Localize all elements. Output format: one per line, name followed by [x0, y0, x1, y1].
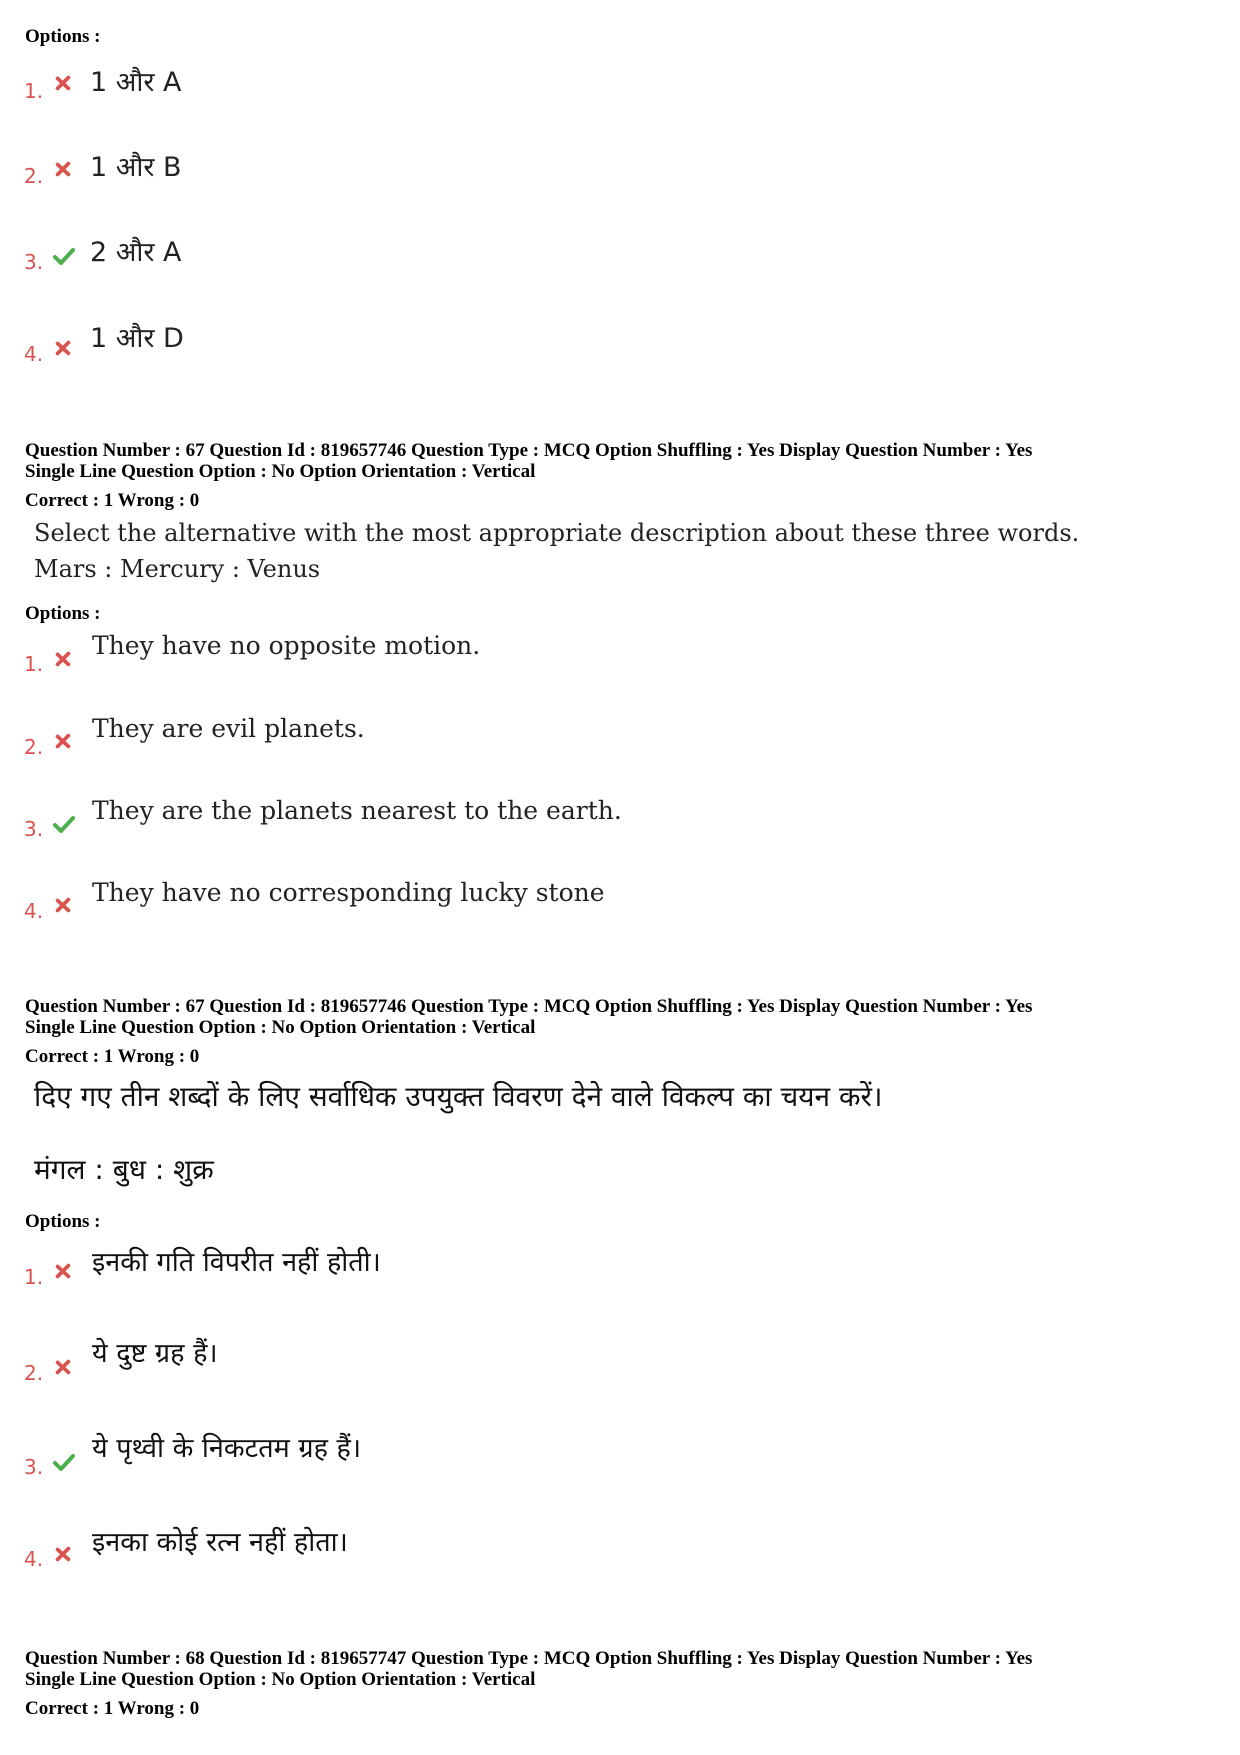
- option-number: 3.: [24, 1455, 44, 1479]
- option-number: 1.: [24, 1265, 44, 1289]
- option-number: 3.: [24, 250, 44, 274]
- option-number: 2.: [24, 164, 44, 188]
- option-text: 1 और D: [90, 323, 184, 354]
- option-text: इनकी गति विपरीत नहीं होती।: [92, 1247, 381, 1278]
- cross-icon: [54, 1262, 72, 1280]
- option-number: 1.: [24, 79, 44, 103]
- option-number: 2.: [24, 1361, 44, 1385]
- option-text: 1 और A: [90, 67, 182, 98]
- question-text: Select the alternative with the most appropriate description about these three words.: [34, 519, 1080, 547]
- option-text: इनका कोई रत्न नहीं होता।: [92, 1527, 348, 1558]
- options-label: Options :: [25, 603, 101, 624]
- cross-icon: [54, 1358, 72, 1376]
- cross-icon: [54, 74, 72, 92]
- question-meta-line: Question Number : 68 Question Id : 819657747 Question Type : MCQ Option Shuffling : Yes Display Question Number : Yes: [25, 1648, 1033, 1669]
- option-text: They have no corresponding lucky stone: [92, 878, 605, 907]
- option-number: 4.: [24, 342, 44, 366]
- option-number: 4.: [24, 1547, 44, 1571]
- option-text: 1 और B: [90, 152, 182, 183]
- option-number: 3.: [24, 817, 44, 841]
- option-text: They have no opposite motion.: [92, 631, 481, 660]
- question-text: Mars : Mercury : Venus: [34, 555, 321, 583]
- question-meta-line: Question Number : 67 Question Id : 819657746 Question Type : MCQ Option Shuffling : Yes Display Question Number : Yes: [25, 996, 1033, 1017]
- cross-icon: [54, 339, 72, 357]
- options-label: Options :: [25, 1211, 101, 1232]
- option-text: 2 और A: [90, 237, 182, 268]
- check-icon: [52, 1452, 76, 1472]
- cross-icon: [54, 650, 72, 668]
- check-icon: [52, 246, 76, 266]
- question-meta-line: Single Line Question Option : No Option Orientation : Vertical: [25, 1017, 536, 1038]
- option-number: 1.: [24, 652, 44, 676]
- cross-icon: [54, 1545, 72, 1563]
- cross-icon: [54, 160, 72, 178]
- options-label: Options :: [25, 26, 101, 47]
- score-line: Correct : 1 Wrong : 0: [25, 490, 200, 511]
- question-meta-line: Single Line Question Option : No Option Orientation : Vertical: [25, 461, 536, 482]
- option-text: ये दुष्ट ग्रह हैं।: [92, 1338, 218, 1369]
- question-text: मंगल : बुध : शुक्र: [34, 1153, 214, 1186]
- score-line: Correct : 1 Wrong : 0: [25, 1698, 200, 1719]
- option-text: ये पृथ्वी के निकटतम ग्रह हैं।: [92, 1433, 362, 1464]
- check-icon: [52, 814, 76, 834]
- option-number: 2.: [24, 735, 44, 759]
- option-number: 4.: [24, 899, 44, 923]
- option-text: They are evil planets.: [92, 714, 365, 743]
- cross-icon: [54, 896, 72, 914]
- score-line: Correct : 1 Wrong : 0: [25, 1046, 200, 1067]
- cross-icon: [54, 732, 72, 750]
- question-text: दिए गए तीन शब्दों के लिए सर्वाधिक उपयुक्त विवरण देने वाले विकल्प का चयन करें।: [34, 1080, 883, 1113]
- option-text: They are the planets nearest to the earth.: [92, 796, 622, 825]
- question-meta-line: Question Number : 67 Question Id : 819657746 Question Type : MCQ Option Shuffling : Yes Display Question Number : Yes: [25, 440, 1033, 461]
- question-meta-line: Single Line Question Option : No Option Orientation : Vertical: [25, 1669, 536, 1690]
